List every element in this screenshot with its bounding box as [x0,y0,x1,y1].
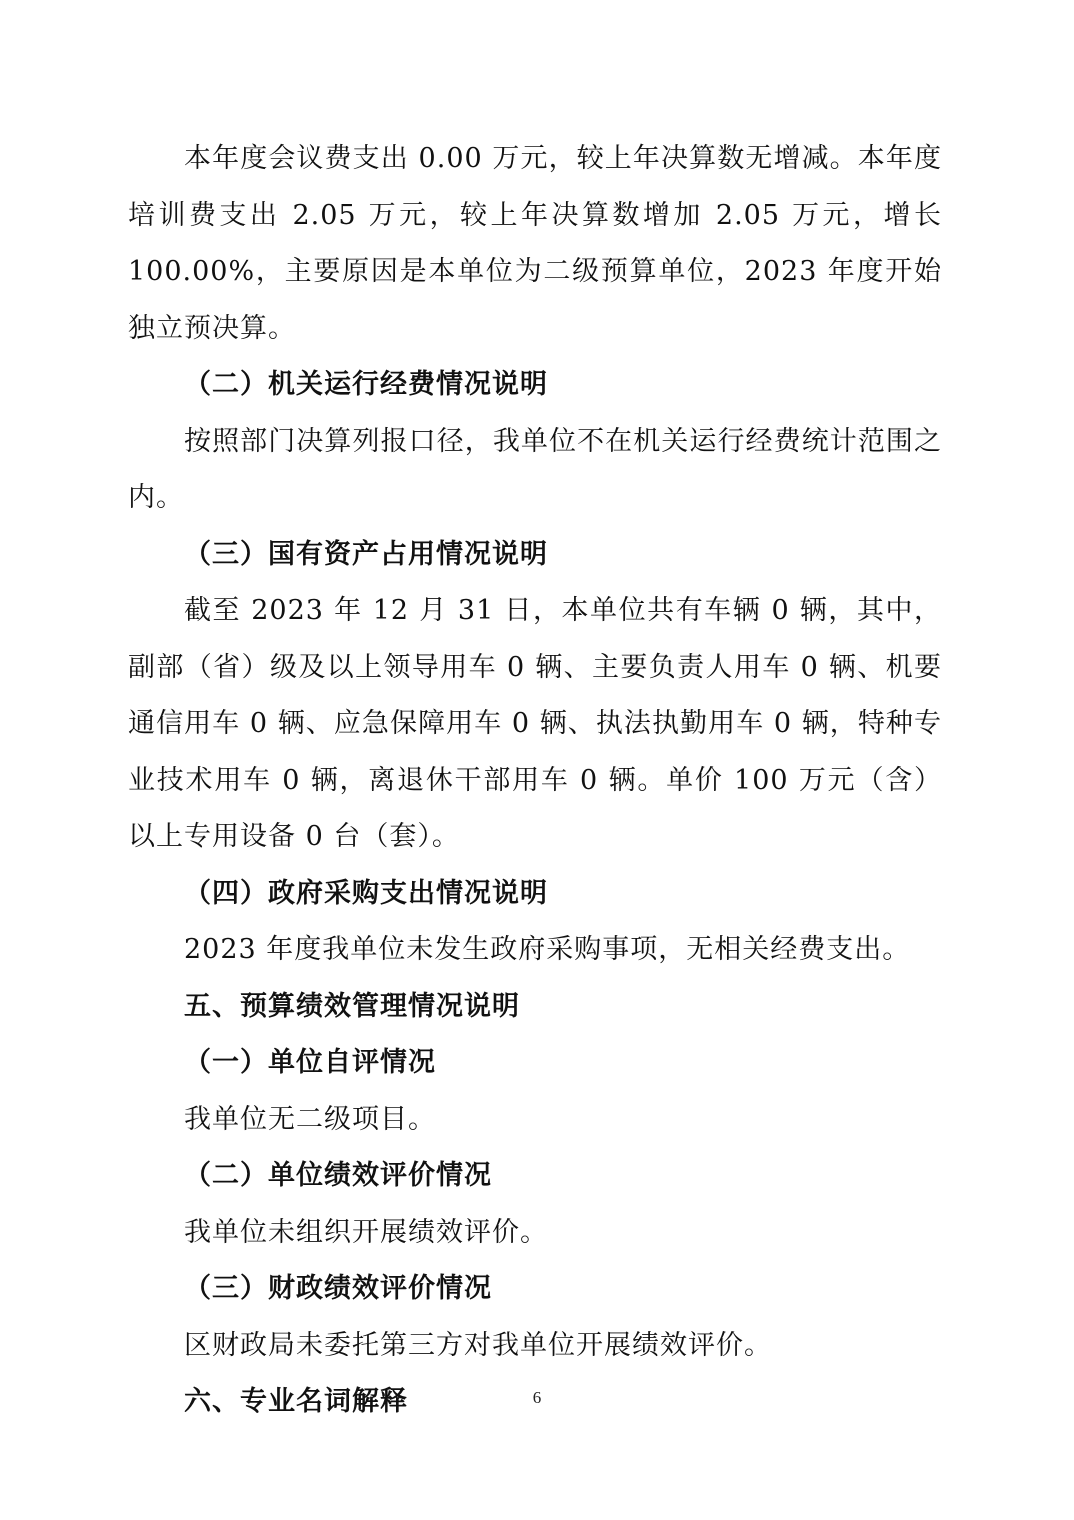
heading-operating-expenses: （二）机关运行经费情况说明 [184,369,548,400]
page-number: 6 [532,1388,542,1407]
document-body [128,131,942,1431]
paragraph-government-procurement: 2023 年度我单位未发生政府采购事项，无相关经费支出。 [184,934,911,965]
heading-government-procurement: （四）政府采购支出情况说明 [184,877,548,909]
paragraph-unit-evaluation: 我单位未组织开展绩效评价。 [184,1216,548,1248]
paragraph-operating-expenses: 按照部门决算列报口径，我单位不在机关运行经费统计范围之内。 [128,425,942,513]
heading-unit-evaluation: （二）单位绩效评价情况 [184,1160,492,1191]
heading-self-evaluation: （一）单位自评情况 [184,1047,436,1078]
paragraph-fiscal-evaluation: 区财政局未委托第三方对我单位开展绩效评价。 [184,1329,772,1361]
heading-glossary: 六、专业名词解释 [184,1386,408,1417]
heading-state-assets: （三）国有资产占用情况说明 [184,538,548,570]
heading-fiscal-evaluation: （三）财政绩效评价情况 [184,1273,492,1304]
paragraph-training-fees: 本年度会议费支出 0.00 万元，较上年决算数无增减。本年度培训费支出 2.05 万元，较上年决算数增加 2.05 万元，增长 100.00%，主要原因是本单位为二级预算单位，2023 年度开始独立预决算。 [128,143,942,344]
paragraph-state-assets: 截至 2023 年 12 月 31 日，本单位共有车辆 0 辆，其中，副部（省）级及以上领导用车 0 辆、主要负责人用车 0 辆、机要通信用车 0 辆、应急保障用车 0 辆、执法执勤用车 0 辆，特种专业技术用车 0 辆，离退休干部用车 0 辆。单价 100 万元（含）以上专用设备 0 台（套）。 [128,595,942,852]
heading-performance-management: 五、预算绩效管理情况说明 [184,990,520,1022]
paragraph-self-evaluation: 我单位无二级项目。 [184,1103,436,1135]
